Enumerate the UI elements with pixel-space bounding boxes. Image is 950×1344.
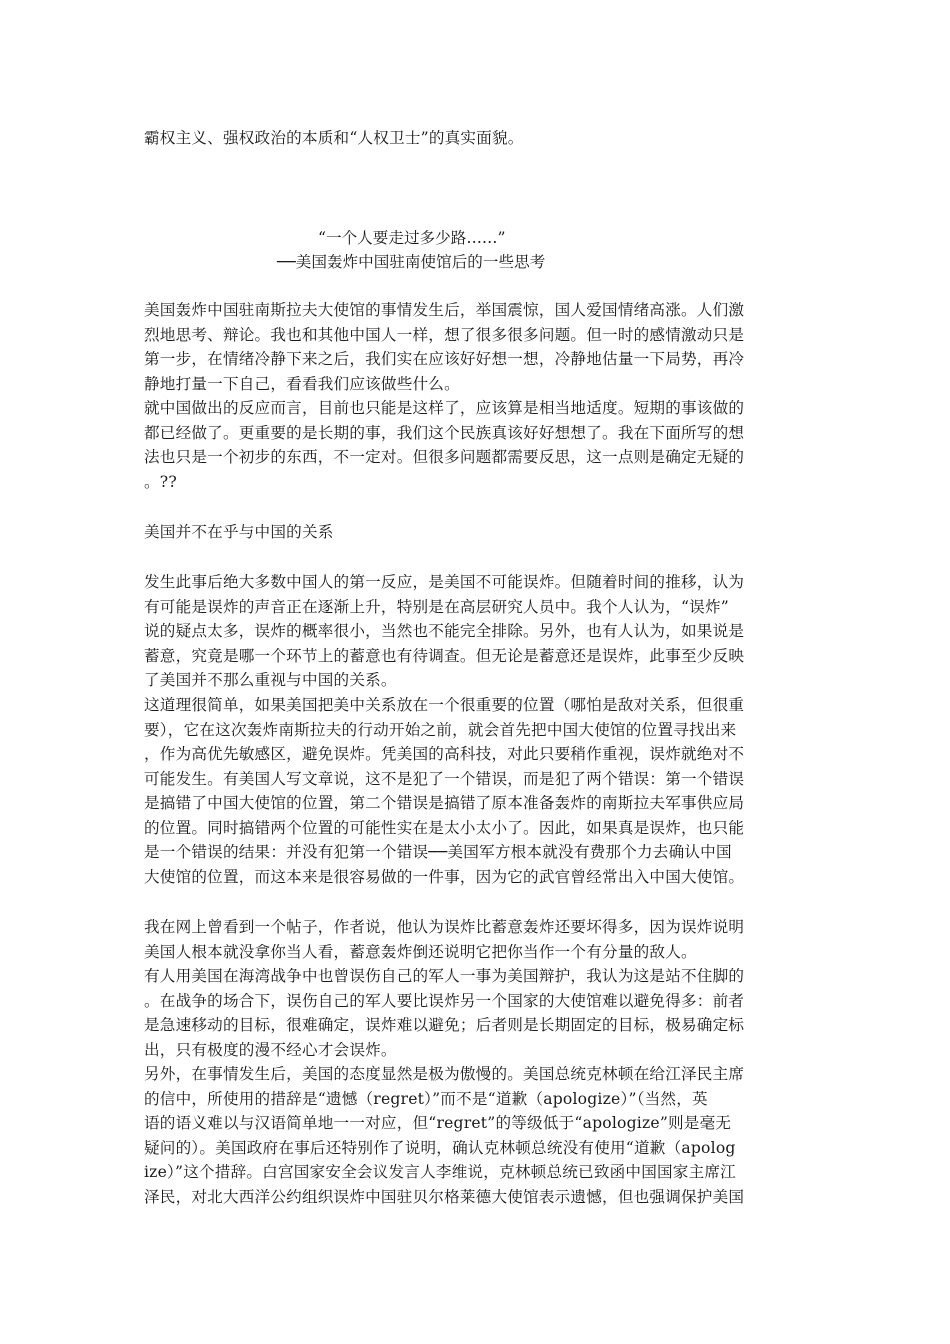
text-line: 美国轰炸中国驻南斯拉夫大使馆的事情发生后，举国震惊，国人爱国情绪高涨。人们激 xyxy=(144,301,745,319)
text-line: 有可能是误炸的声音正在逐渐上升，特别是在高层研究人员中。我个人认为，“误炸” xyxy=(144,597,729,616)
article-subtitle: ──美国轰炸中国驻南使馆后的一些思考 xyxy=(277,253,546,271)
text-line: ize）”这个措辞。白宫国家安全会议发言人李维说，克林顿总统已致函中国国家主席江 xyxy=(144,1163,736,1181)
paragraph-4 xyxy=(144,693,806,889)
paragraph-6 xyxy=(144,964,806,1062)
text-line: 泽民，对北大西洋公约组织误炸中国驻贝尔格莱德大使馆表示遗憾，但也强调保护美国 xyxy=(144,1187,745,1206)
text-line: 就中国做出的反应而言，目前也只能是这样了，应该算是相当地适度。短期的事该做的 xyxy=(144,399,745,417)
text-line: 都已经做了。更重要的是长期的事，我们这个民族真该好好想想了。我在下面所写的想 xyxy=(144,423,745,442)
text-line: ，作为高优先敏感区，避免误炸。凭美国的高科技，对此只要稍作重视，误炸就绝对不 xyxy=(144,745,745,763)
paragraph-7 xyxy=(144,1062,806,1209)
text-line: 蓄意，究竟是哪一个环节上的蓄意也有待调查。但无论是蓄意还是误炸，此事至少反映 xyxy=(144,646,745,665)
paragraph-2 xyxy=(144,396,806,494)
text-line: 有人用美国在海湾战争中也曾误伤自己的军人一事为美国辩护，我认为这是站不住脚的 xyxy=(144,967,745,985)
text-line: 霸权主义、强权政治的本质和“人权卫士”的真实面貌。 xyxy=(144,129,524,147)
text-line: 的位置。同时搞错两个位置的可能性实在是太小太小了。因此，如果真是误炸，也只能 xyxy=(144,818,745,837)
paragraph-3 xyxy=(144,570,806,693)
text-line: 可能发生。有美国人写文章说，这不是犯了一个错误，而是犯了两个错误：第一个错误 xyxy=(144,769,745,788)
intro-line xyxy=(144,126,806,151)
text-line: 疑问的）。美国政府在事后还特别作了说明，确认克林顿总统没有使用“道歉（apolog xyxy=(144,1138,736,1157)
text-line: 了美国并不那么重视与中国的关系。 xyxy=(144,671,397,689)
section-heading xyxy=(144,520,806,545)
text-line: 美国人根本就没拿你当人看，蓄意轰炸倒还说明它把你当作一个有分量的敌人。 xyxy=(144,942,697,961)
text-line: 静地打量一下自己，看看我们应该做些什么。 xyxy=(144,374,460,393)
text-line: 要），它在这次轰炸南斯拉夫的行动开始之前，就会首先把中国大使馆的位置寻找出来 xyxy=(144,720,737,739)
text-line: 这道理很简单，如果美国把美中关系放在一个很重要的位置（哪怕是敌对关系，但很重 xyxy=(144,696,745,714)
text-line: 的信中，所使用的措辞是“遗憾（regret）”而不是“道歉（apologize）”（当然，英 xyxy=(144,1089,708,1108)
text-line: 法也只是一个初步的东西，不一定对。但很多问题都需要反思，这一点则是确定无疑的 xyxy=(144,448,745,466)
text-line: 大使馆的位置，而这本来是很容易做的一件事，因为它的武官曾经常出入中国大使馆。 xyxy=(144,867,745,886)
text-line: 我在网上曾看到一个帖子，作者说，他认为误炸比蓄意轰炸还要坏得多，因为误炸说明 xyxy=(144,918,745,936)
text-line: 。?? xyxy=(144,472,177,491)
text-line: 说的疑点太多，误炸的概率很小，当然也不能完全排除。另外，也有人认为，如果说是 xyxy=(144,622,745,640)
article-title: “一个人要走过多少路……” xyxy=(318,229,506,247)
text-line: 出，只有极度的漫不经心才会误炸。 xyxy=(144,1040,397,1059)
heading-text: 美国并不在乎与中国的关系 xyxy=(144,523,334,541)
text-line: 是一个错误的结果：并没有犯第一个错误──美国军方根本就没有费那个力去确认中国 xyxy=(144,843,732,861)
text-line: 烈地思考、辩论。我也和其他中国人一样，想了很多很多问题。但一时的感情激动只是 xyxy=(144,325,745,344)
paragraph-1 xyxy=(144,298,806,396)
paragraph-5 xyxy=(144,915,806,964)
text-line: 第一步，在情绪冷静下来之后，我们实在应该好好想一想，冷静地估量一下局势，再冷 xyxy=(144,350,745,368)
text-line: 另外，在事情发生后，美国的态度显然是极为傲慢的。美国总统克林顿在给江泽民主席 xyxy=(144,1065,745,1083)
text-line: 发生此事后绝大多数中国人的第一反应，是美国不可能误炸。但随着时间的推移，认为 xyxy=(144,573,745,591)
text-line: 。在战争的场合下，误伤自己的军人要比误炸另一个国家的大使馆难以避免得多：前者 xyxy=(144,991,745,1010)
text-line: 是急速移动的目标，很难确定，误炸难以避免；后者则是长期固定的目标，极易确定标 xyxy=(144,1016,745,1034)
text-line: 语的语义难以与汉语简单地一一对应，但“regret”的等级低于“apologize”则是毫无 xyxy=(144,1114,732,1132)
text-line: 是搞错了中国大使馆的位置，第二个错误是搞错了原本准备轰炸的南斯拉夫军事供应局 xyxy=(144,794,745,812)
